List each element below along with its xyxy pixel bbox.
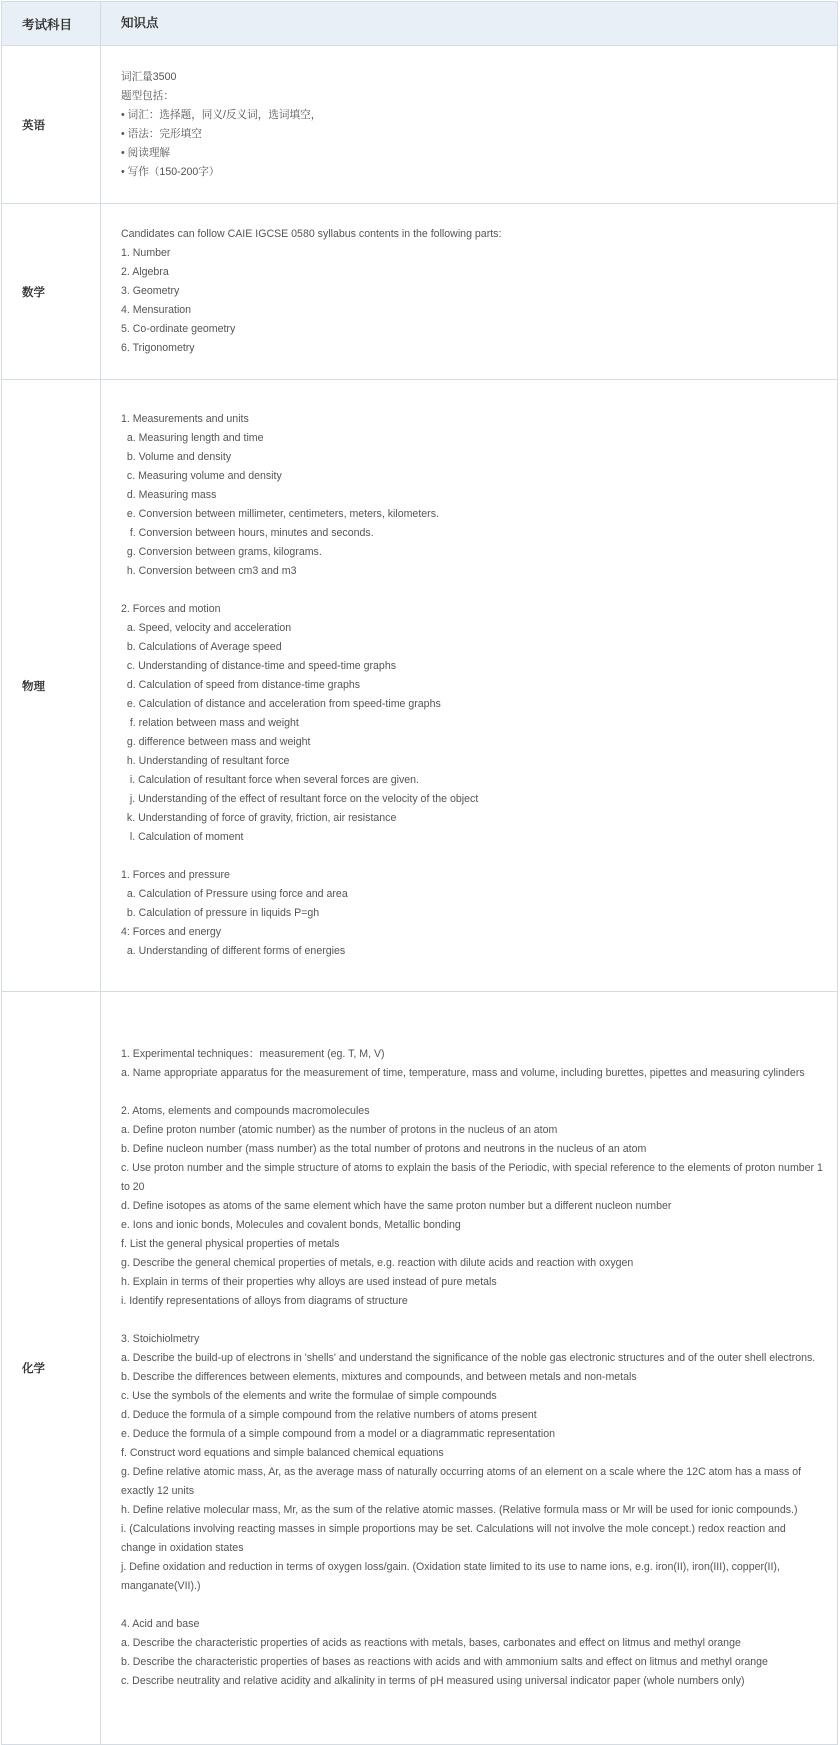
content-line: 1. Forces and pressure [121,869,230,881]
content-line: 2. Atoms, elements and compounds macromolecules [121,1105,370,1117]
content-line: 6. Trigonometry [121,342,195,354]
content-line: 1. Measurements and units [121,413,249,425]
content-line: c. Describe neutrality and relative acidity and alkalinity in terms of pH measured using universal indicator paper (whole numbers only) [121,1675,745,1687]
content-line: l. Calculation of moment [121,831,244,843]
table-row-physics [2,380,837,992]
content-line: h. Define relative molecular mass, Mr, as the sum of the relative atomic masses. (Relative formula mass or Mr will be used for ionic compounds.) [121,1504,798,1516]
content-line: h. Understanding of resultant force [121,755,290,767]
content-line: a. Describe the build-up of electrons in 'shells' and understand the significance of the noble gas electronic structures and of the outer shell electrons. [121,1352,816,1364]
content-line: 词汇量3500 [121,70,177,83]
content-line: a. Describe the characteristic properties of acids as reactions with metals, bases, carbonates and effect on litmus and methyl orange [121,1637,741,1649]
content-line: 3. Geometry [121,285,180,297]
content-line: f. Construct word equations and simple balanced chemical equations [121,1447,444,1459]
blank-line [121,1083,823,1102]
content-line: d. Deduce the formula of a simple compound from the relative numbers of atoms present [121,1409,537,1421]
content-cell [101,380,837,991]
content-line: f. List the general physical properties of metals [121,1238,340,1250]
content-line: b. Define nucleon number (mass number) as the total number of protons and neutrons in the nucleus of an atom [121,1143,647,1155]
content-line: b. Calculation of pressure in liquids P=gh [121,907,320,919]
subject-cell: 英语 [2,46,101,203]
content-line: a. Speed, velocity and acceleration [121,622,292,634]
blank-line [121,847,823,866]
table-row-chemistry [2,992,837,1744]
content-line: 4: Forces and energy [121,926,222,938]
content-line: e. Calculation of distance and acceleration from speed-time graphs [121,698,441,710]
content-line: a. Define proton number (atomic number) as the number of protons in the nucleus of an atom [121,1124,558,1136]
content-line: g. difference between mass and weight [121,736,311,748]
content-line: h. Explain in terms of their properties why alloys are used instead of pure metals [121,1276,497,1288]
content-line: d. Calculation of speed from distance-time graphs [121,679,361,691]
content-line: f. relation between mass and weight [121,717,299,729]
content-line: b. Volume and density [121,451,232,463]
content-line: b. Calculations of Average speed [121,641,282,653]
content-line: 题型包括： [121,89,174,102]
content-cell [101,992,837,1744]
content-line: j. Define oxidation and reduction in terms of oxygen loss/gain. (Oxidation state limited to its use to name ions, e.g. iron(II), iron(III), copper(II), manganate(VII).) [121,1561,783,1592]
content-line: c. Use proton number and the simple structure of atoms to explain the basis of the Periodic, with special reference to the elements of proton number 1 to 20 [121,1162,826,1193]
content-line: a. Name appropriate apparatus for the measurement of time, temperature, mass and volume, including burettes, pipettes and measuring cylinders [121,1067,805,1079]
table-row-english [2,46,837,204]
content-line: c. Use the symbols of the elements and write the formulae of simple compounds [121,1390,497,1402]
content-line: e. Conversion between millimeter, centimeters, meters, kilometers. [121,508,439,520]
content-line: 2. Algebra [121,266,169,278]
header-content-cell: 知识点 [121,16,159,30]
subject-cell: 物理 [2,380,101,991]
content-line: h. Conversion between cm3 and m3 [121,565,297,577]
content-line: 2. Forces and motion [121,603,221,615]
table-header-row [2,2,837,46]
content-line: c. Understanding of distance-time and speed-time graphs [121,660,397,672]
content-line: e. Ions and ionic bonds, Molecules and covalent bonds, Metallic bonding [121,1219,461,1231]
content-line: 5. Co-ordinate geometry [121,323,236,335]
content-line: g. Describe the general chemical properties of metals, e.g. reaction with dilute acids and reaction with oxygen [121,1257,634,1269]
syllabus-table [1,1,838,1745]
blank-line [121,1596,823,1615]
content-line: i. (Calculations involving reacting masses in simple proportions may be set. Calculations will not involve the mole concept.) redox reaction and change in oxidation states [121,1523,789,1554]
table-row-math [2,204,837,380]
content-line: • 阅读理解 [121,146,171,159]
content-line: 4. Mensuration [121,304,192,316]
blank-line [121,1311,823,1330]
content-line: a. Calculation of Pressure using force and area [121,888,348,900]
content-line: i. Identify representations of alloys from diagrams of structure [121,1295,408,1307]
subject-cell: 化学 [2,992,101,1744]
header-subject-cell: 考试科目 [2,2,101,45]
content-line: e. Deduce the formula of a simple compound from a model or a diagrammatic representation [121,1428,555,1440]
content-line: d. Measuring mass [121,489,217,501]
content-line: b. Describe the differences between elements, mixtures and compounds, and between metals and non-metals [121,1371,637,1383]
blank-line [121,581,823,600]
content-cell [101,46,837,203]
content-line: 3. Stoichiolmetry [121,1333,200,1345]
content-line: c. Measuring volume and density [121,470,282,482]
content-line: • 写作（150-200字） [121,165,220,178]
content-line: i. Calculation of resultant force when several forces are given. [121,774,419,786]
content-line: b. Describe the characteristic properties of bases as reactions with acids and with ammonium salts and effect on litmus and methyl orange [121,1656,768,1668]
content-line: Candidates can follow CAIE IGCSE 0580 syllabus contents in the following parts: [121,228,502,240]
content-line: d. Define isotopes as atoms of the same element which have the same proton number but a different nucleon number [121,1200,672,1212]
content-line: 1. Number [121,247,171,259]
content-line: g. Define relative atomic mass, Ar, as the average mass of naturally occurring atoms of an element on a scale where the 12C atom has a mass of exactly 12 units [121,1466,805,1497]
content-line: g. Conversion between grams, kilograms. [121,546,322,558]
content-line: 1. Experimental techniques：measurement (eg. T, M, V) [121,1048,385,1060]
content-line: • 语法：完形填空 [121,127,202,140]
content-line: a. Measuring length and time [121,432,264,444]
content-line: a. Understanding of different forms of energies [121,945,346,957]
content-line: • 词汇：选择题，同义/反义词，选词填空， [121,108,322,121]
subject-cell: 数学 [2,204,101,379]
content-cell [101,204,837,379]
content-line: 4. Acid and base [121,1618,200,1630]
content-line: k. Understanding of force of gravity, friction, air resistance [121,812,397,824]
content-line: f. Conversion between hours, minutes and seconds. [121,527,374,539]
content-line: j. Understanding of the effect of resultant force on the velocity of the object [121,793,479,805]
